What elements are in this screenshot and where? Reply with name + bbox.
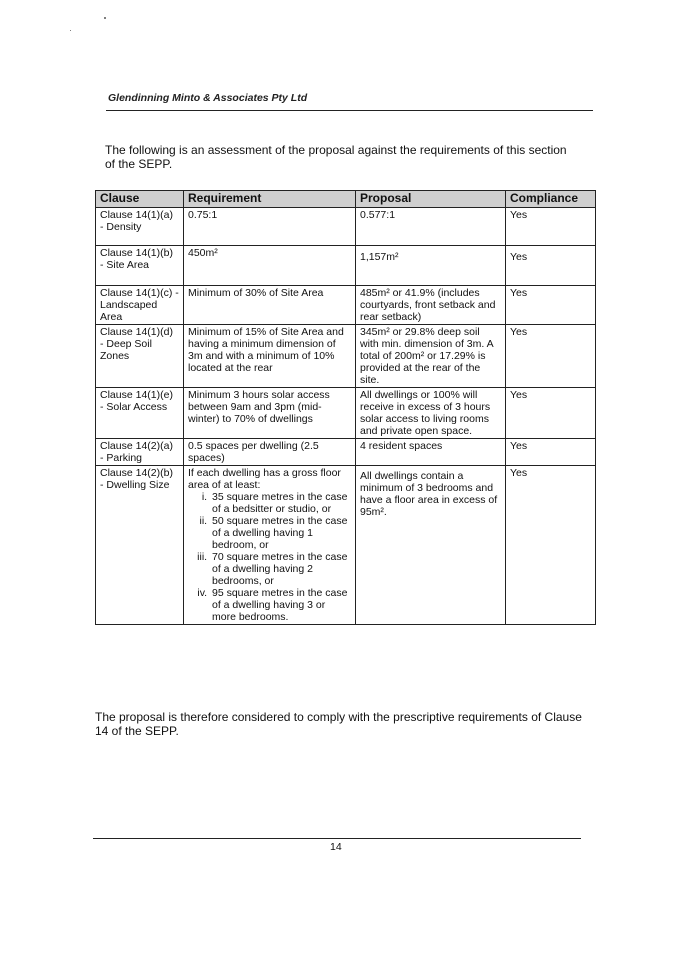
compliance-cell: Yes xyxy=(506,388,596,439)
header-rule xyxy=(106,110,593,111)
clause-cell: Clause 14(1)(b) - Site Area xyxy=(96,246,184,286)
requirement-cell: Minimum 3 hours solar access between 9am and 3pm (mid-winter) to 70% of dwellings xyxy=(184,388,356,439)
table-row xyxy=(96,325,596,388)
requirement-cell: 0.75:1 xyxy=(184,208,356,246)
column-header-requirement: Requirement xyxy=(184,191,356,208)
clause-cell: Clause 14(1)(a) - Density xyxy=(96,208,184,246)
clause-cell: Clause 14(2)(b) - Dwelling Size xyxy=(96,466,184,625)
requirement-cell: 0.5 spaces per dwelling (2.5 spaces) xyxy=(184,439,356,466)
page-number: 14 xyxy=(330,841,342,853)
table-row xyxy=(96,388,596,439)
compliance-cell: Yes xyxy=(506,325,596,388)
assessment-table xyxy=(95,190,596,625)
proposal-cell: All dwellings contain a minimum of 3 bedrooms and have a floor area in excess of 95m². xyxy=(356,466,506,625)
list-item: iv. 95 square metres in the case of a dwelling having 3 or more bedrooms. xyxy=(210,587,351,623)
proposal-cell: 345m² or 29.8% deep soil with min. dimension of 3m. A total of 200m² or 17.29% is provided at the rear of the site. xyxy=(356,325,506,388)
compliance-cell: Yes xyxy=(506,246,596,286)
proposal-cell: 1,157m² xyxy=(356,246,506,286)
compliance-cell: Yes xyxy=(506,286,596,325)
compliance-cell: Yes xyxy=(506,208,596,246)
proposal-cell: All dwellings or 100% will receive in excess of 3 hours solar access to living rooms and private open space. xyxy=(356,388,506,439)
table-row xyxy=(96,286,596,325)
conclusion-paragraph: The proposal is therefore considered to comply with the prescriptive requirements of Clause 14 of the SEPP. xyxy=(95,710,582,738)
table-row xyxy=(96,208,596,246)
requirement-cell: 450m² xyxy=(184,246,356,286)
list-item: iii. 70 square metres in the case of a dwelling having 2 bedrooms, or xyxy=(210,551,351,587)
dwelling-size-list xyxy=(188,491,351,623)
requirement-cell: Minimum of 15% of Site Area and having a minimum dimension of 3m and with a minimum of 10% located at the rear xyxy=(184,325,356,388)
company-header: Glendinning Minto & Associates Pty Ltd xyxy=(108,92,308,104)
requirement-cell xyxy=(184,466,356,625)
column-header-clause: Clause xyxy=(96,191,184,208)
table-row xyxy=(96,466,596,625)
scan-speck xyxy=(104,17,106,19)
proposal-cell: 0.577:1 xyxy=(356,208,506,246)
compliance-cell: Yes xyxy=(506,439,596,466)
compliance-cell: Yes xyxy=(506,466,596,625)
table-row xyxy=(96,246,596,286)
list-item: ii. 50 square metres in the case of a dwelling having 1 bedroom, or xyxy=(210,515,351,551)
clause-cell: Clause 14(1)(d) - Deep Soil Zones xyxy=(96,325,184,388)
intro-paragraph: The following is an assessment of the proposal against the requirements of this section of the SEPP. xyxy=(105,143,567,171)
requirement-cell: Minimum of 30% of Site Area xyxy=(184,286,356,325)
requirement-intro: If each dwelling has a gross floor area of at least: xyxy=(188,467,341,491)
clause-cell: Clause 14(2)(a) - Parking xyxy=(96,439,184,466)
table-header-row xyxy=(96,191,596,208)
proposal-cell: 4 resident spaces xyxy=(356,439,506,466)
table-row xyxy=(96,439,596,466)
clause-cell: Clause 14(1)(c) - Landscaped Area xyxy=(96,286,184,325)
proposal-cell: 485m² or 41.9% (includes courtyards, front setback and rear setback) xyxy=(356,286,506,325)
scan-speck xyxy=(70,30,71,31)
footer-rule xyxy=(93,838,581,839)
column-header-proposal: Proposal xyxy=(356,191,506,208)
list-item: i. 35 square metres in the case of a bedsitter or studio, or xyxy=(210,491,351,515)
clause-cell: Clause 14(1)(e) - Solar Access xyxy=(96,388,184,439)
column-header-compliance: Compliance xyxy=(506,191,596,208)
